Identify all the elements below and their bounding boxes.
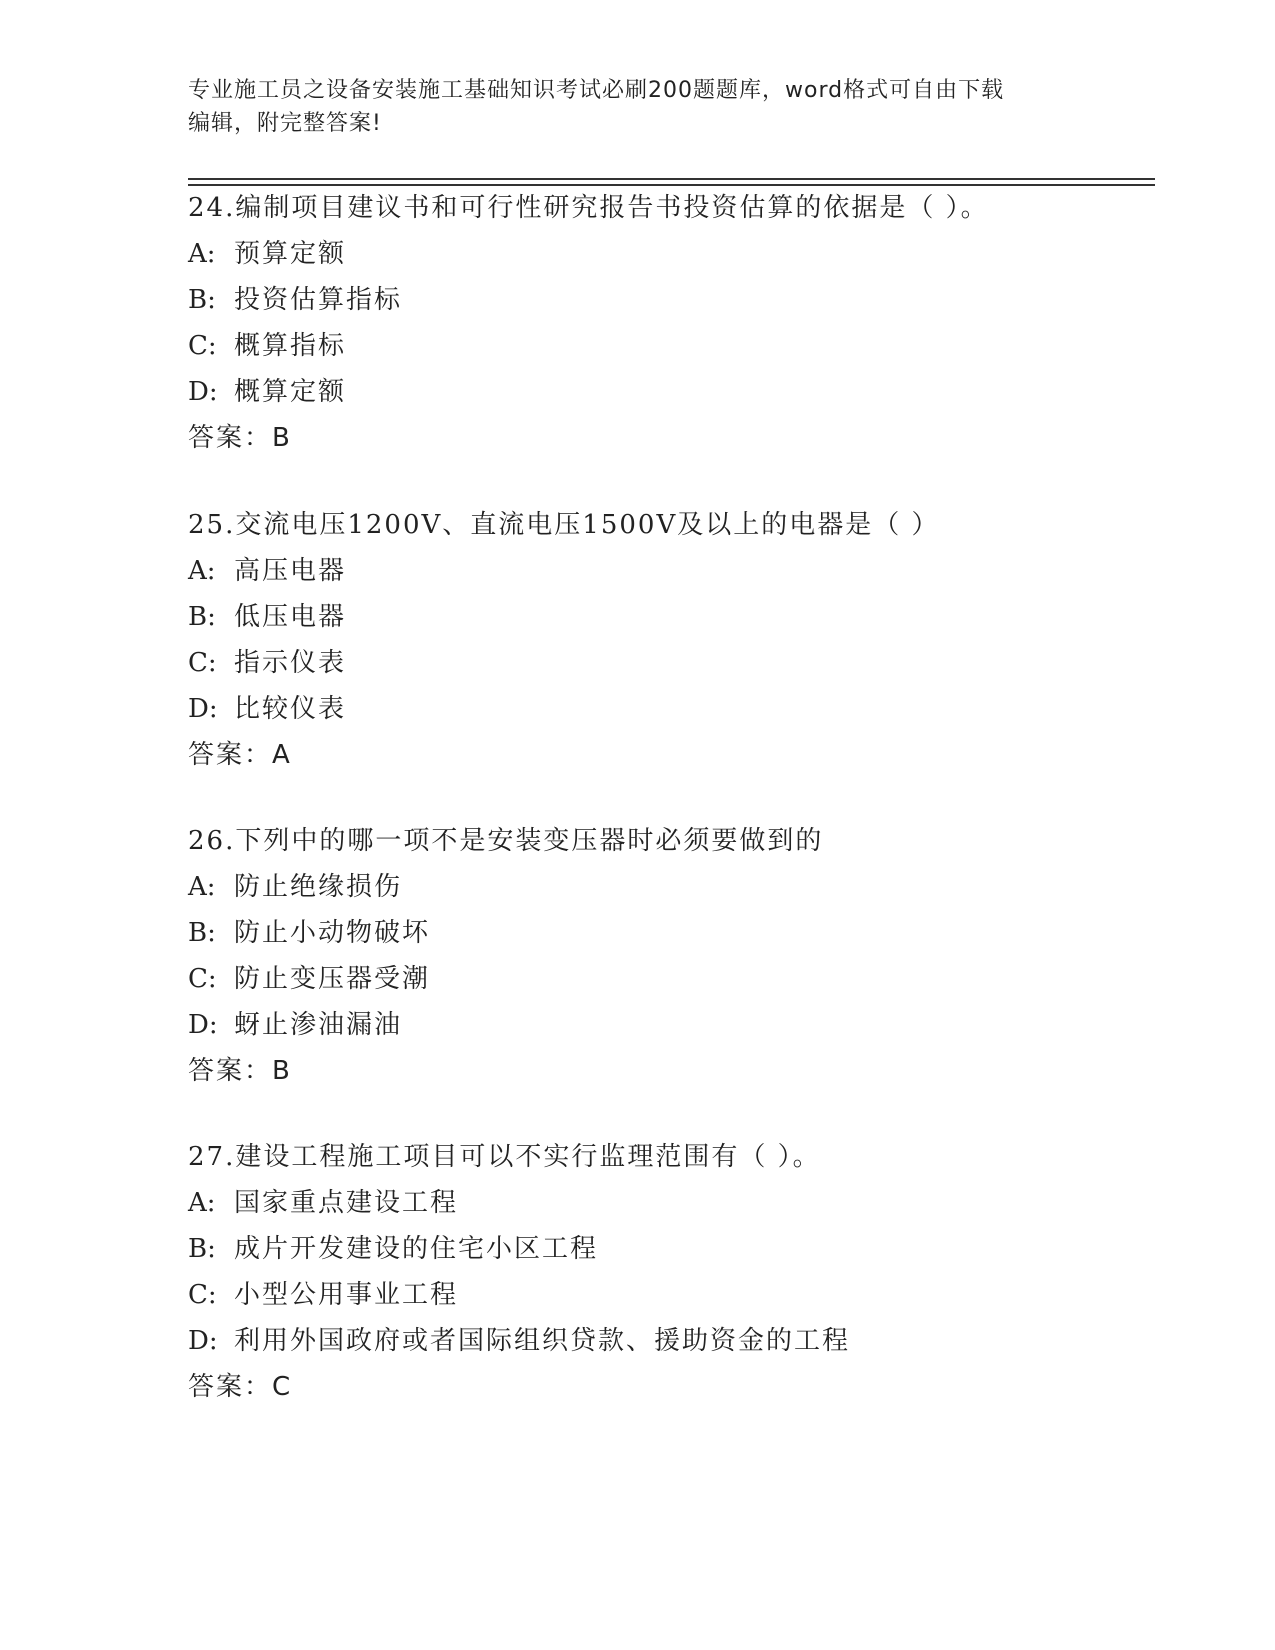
option-d [188, 1002, 1168, 1048]
option-letter: B: [188, 602, 216, 632]
option-d [188, 369, 1168, 415]
question-25 [188, 502, 1168, 778]
option-text: 蚜止渗油漏油 [234, 1010, 403, 1040]
option-text: 利用外国政府或者国际组织贷款、援助资金的工程 [234, 1326, 851, 1356]
option-letter: C: [188, 648, 217, 678]
document-header [188, 74, 1068, 140]
option-letter: D: [188, 694, 218, 724]
option-letter: A: [188, 239, 216, 269]
question-title: 27.建设工程施工项目可以不实行监理范围有（ ）。 [188, 1142, 821, 1172]
option-b [188, 910, 1168, 956]
option-text: 防止变压器受潮 [234, 964, 431, 994]
option-letter: A: [188, 556, 216, 586]
option-a [188, 864, 1168, 910]
option-letter: D: [188, 1326, 218, 1356]
option-b [188, 1226, 1168, 1272]
question-title: 25.交流电压1200V、直流电压1500V及以上的电器是（ ） [188, 510, 940, 540]
option-letter: D: [188, 377, 218, 407]
question-title: 24.编制项目建议书和可行性研究报告书投资估算的依据是（ ）。 [188, 193, 989, 223]
option-letter: C: [188, 331, 217, 361]
option-a [188, 231, 1168, 277]
option-letter: B: [188, 1234, 216, 1264]
option-letter: C: [188, 964, 217, 994]
option-c [188, 323, 1168, 369]
option-text: 防止小动物破坏 [234, 918, 431, 948]
option-letter: D: [188, 1010, 218, 1040]
answer-line: 答案：C [188, 1372, 293, 1402]
option-d [188, 686, 1168, 732]
option-text: 概算定额 [234, 377, 347, 407]
option-text: 比较仪表 [234, 694, 347, 724]
option-c [188, 640, 1168, 686]
option-letter: B: [188, 918, 216, 948]
question-26 [188, 818, 1168, 1094]
option-a [188, 1180, 1168, 1226]
option-b [188, 594, 1168, 640]
option-c [188, 1272, 1168, 1318]
option-text: 低压电器 [234, 602, 347, 632]
header-line-2: 编辑，附完整答案! [188, 111, 382, 136]
question-24 [188, 185, 1168, 461]
option-text: 小型公用事业工程 [234, 1280, 459, 1310]
option-letter: A: [188, 872, 216, 902]
option-letter: B: [188, 285, 216, 315]
header-line-1: 专业施工员之设备安装施工基础知识考试必刷200题题库，word格式可自由下载 [188, 78, 1005, 103]
option-text: 概算指标 [234, 331, 347, 361]
option-b [188, 277, 1168, 323]
answer-line: 答案：B [188, 423, 292, 453]
option-text: 预算定额 [234, 239, 347, 269]
option-letter: A: [188, 1188, 216, 1218]
option-text: 指示仪表 [234, 648, 347, 678]
option-d [188, 1318, 1168, 1364]
answer-line: 答案：B [188, 1056, 292, 1086]
question-title: 26.下列中的哪一项不是安装变压器时必须要做到的 [188, 826, 824, 856]
option-text: 投资估算指标 [234, 285, 403, 315]
option-text: 国家重点建设工程 [234, 1188, 459, 1218]
header-divider-top [188, 178, 1155, 180]
option-text: 防止绝缘损伤 [234, 872, 403, 902]
answer-line: 答案：A [188, 740, 292, 770]
option-text: 高压电器 [234, 556, 347, 586]
option-letter: C: [188, 1280, 217, 1310]
option-a [188, 548, 1168, 594]
option-text: 成片开发建设的住宅小区工程 [234, 1234, 599, 1264]
option-c [188, 956, 1168, 1002]
question-27 [188, 1134, 1168, 1410]
